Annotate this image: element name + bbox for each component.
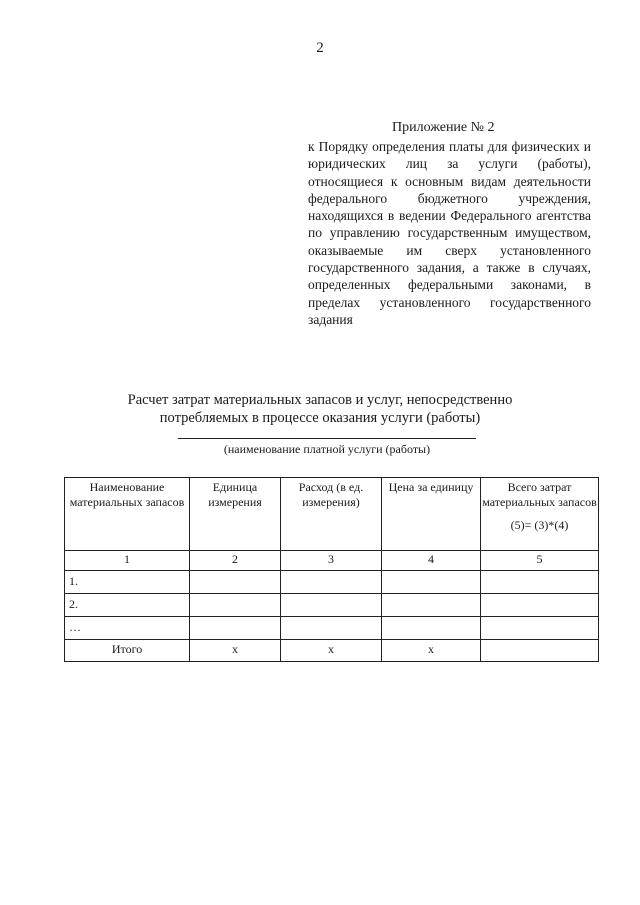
heading-line-1: Расчет затрат материальных запасов и услуг, непосредственно [127,392,513,408]
column-number-row [65,551,599,571]
heading-line-2: потребляемых в процессе оказания услуги (работы) [159,410,481,426]
table-row [65,571,599,594]
column-number: 5 [481,551,599,571]
total-label: Итого [65,640,190,662]
table-cell [382,594,481,617]
table-cell [190,617,281,640]
service-name-caption: (наименование платной услуги (работы) [223,442,431,456]
table-cell [190,594,281,617]
table-cell [281,617,382,640]
total-cell: x [190,640,281,662]
table-cell [382,571,481,594]
header-cell: Расход (в ед. измерения) [281,478,382,551]
table-cell [481,617,599,640]
table-header-row [65,478,599,551]
column-number: 3 [281,551,382,571]
total-row [65,640,599,662]
table-cell: 2. [65,594,190,617]
service-name-blank-line [178,438,476,439]
cost-calculation-table [64,477,599,662]
header-cell-label: Всего затрат материальных запасов [482,480,597,509]
table-cell [281,594,382,617]
table-cell [481,571,599,594]
table-row [65,594,599,617]
table-row [65,617,599,640]
appendix-title: Приложение № 2 [392,120,495,135]
document-heading [60,391,580,427]
total-cell [481,640,599,662]
header-cell: Наименование материальных запасов [65,478,190,551]
header-cell: Единица измерения [190,478,281,551]
table-cell [481,594,599,617]
formula: (5)= (3)*(4) [510,518,569,532]
column-number: 2 [190,551,281,571]
table-cell [190,571,281,594]
total-cell: x [281,640,382,662]
table-cell [281,571,382,594]
column-number: 4 [382,551,481,571]
table-cell: 1. [65,571,190,594]
total-cell: x [382,640,481,662]
page-number: 2 [316,40,324,56]
header-cell: Цена за единицу [382,478,481,551]
column-number: 1 [65,551,190,571]
table-cell [382,617,481,640]
appendix-body: к Порядку определения платы для физических и юридических лиц за услуги (работы), относящиеся к основным видам деятельности федерального бюджетного учреждения, находящихся в ведении Федерального агентства по управлению государственным имуществом, оказываемые им сверх установленного государственного задания, а также в случаях, определенных федеральными законами, в пределах установленного государственного задания [308,139,591,327]
header-cell-total-costs [481,478,599,551]
table-cell: … [65,617,190,640]
